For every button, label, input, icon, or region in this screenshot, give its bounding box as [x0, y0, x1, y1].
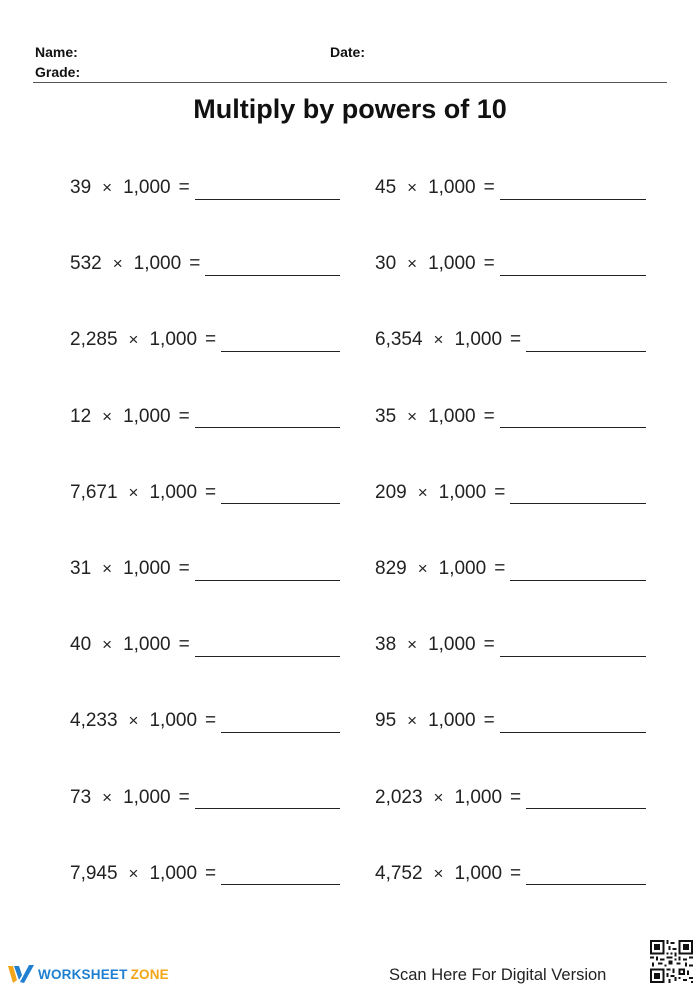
answer-blank[interactable] — [195, 656, 340, 657]
times-sign: × — [433, 787, 444, 807]
equals-sign: = — [510, 786, 522, 808]
answer-blank[interactable] — [526, 351, 646, 352]
answer-blank[interactable] — [500, 275, 646, 276]
multiplier: 1,000 — [428, 634, 476, 656]
multiplicand: 2,023 — [375, 786, 423, 808]
problem-row — [70, 302, 340, 378]
multiplier: 1,000 — [428, 177, 476, 199]
problem-row — [375, 607, 646, 683]
answer-blank[interactable] — [195, 199, 340, 200]
problem-row — [375, 302, 646, 378]
multiplicand: 829 — [375, 558, 407, 580]
problems-left-column — [70, 150, 340, 912]
multiplier: 1,000 — [149, 481, 198, 503]
multiplier: 1,000 — [438, 481, 487, 503]
times-sign: × — [407, 254, 418, 274]
problem-row — [70, 150, 340, 226]
grade-label: Grade: — [35, 64, 81, 80]
multiplicand: 532 — [70, 253, 102, 275]
multiplier: 1,000 — [123, 634, 171, 656]
times-sign: × — [417, 559, 428, 579]
multiplicand: 7,945 — [70, 862, 118, 884]
problem-row — [70, 455, 340, 531]
multiplier: 1,000 — [428, 253, 476, 275]
equals-sign: = — [483, 634, 495, 656]
multiplier: 1,000 — [454, 862, 503, 884]
multiplicand: 4,752 — [375, 862, 423, 884]
multiplicand: 209 — [375, 481, 407, 503]
times-sign: × — [128, 330, 139, 350]
problem-row — [70, 760, 340, 836]
problem-row — [70, 226, 340, 302]
problem-row — [375, 379, 646, 455]
equals-sign: = — [205, 481, 217, 503]
equals-sign: = — [510, 329, 522, 351]
equals-sign: = — [178, 558, 190, 580]
times-sign: × — [417, 482, 428, 502]
answer-blank[interactable] — [526, 884, 646, 885]
times-sign: × — [128, 863, 139, 883]
times-sign: × — [407, 635, 418, 655]
equals-sign: = — [178, 786, 190, 808]
multiplier: 1,000 — [454, 329, 503, 351]
equals-sign: = — [494, 558, 506, 580]
times-sign: × — [102, 406, 113, 426]
problem-row — [375, 531, 646, 607]
equals-sign: = — [483, 405, 495, 427]
multiplier: 1,000 — [428, 405, 476, 427]
problem-row — [375, 455, 646, 531]
multiplier: 1,000 — [428, 710, 476, 732]
times-sign: × — [433, 330, 444, 350]
times-sign: × — [102, 787, 113, 807]
problem-row — [375, 683, 646, 759]
multiplier: 1,000 — [149, 329, 198, 351]
logo-word-zone: ZONE — [130, 966, 169, 982]
equals-sign: = — [205, 710, 217, 732]
multiplier: 1,000 — [149, 710, 198, 732]
answer-blank[interactable] — [221, 884, 340, 885]
name-label: Name: — [35, 44, 78, 60]
multiplicand: 12 — [70, 405, 92, 427]
multiplicand: 38 — [375, 634, 397, 656]
answer-blank[interactable] — [195, 580, 340, 581]
equals-sign: = — [494, 481, 506, 503]
answer-blank[interactable] — [500, 199, 646, 200]
scan-caption: Scan Here For Digital Version — [389, 966, 607, 984]
multiplicand: 4,233 — [70, 710, 118, 732]
times-sign: × — [128, 482, 139, 502]
times-sign: × — [407, 178, 418, 198]
times-sign: × — [102, 178, 113, 198]
multiplier: 1,000 — [454, 786, 503, 808]
times-sign: × — [433, 863, 444, 883]
equals-sign: = — [178, 405, 190, 427]
worksheetzone-logo-icon — [7, 963, 35, 985]
answer-blank[interactable] — [510, 580, 646, 581]
multiplicand: 31 — [70, 558, 92, 580]
answer-blank[interactable] — [205, 275, 340, 276]
answer-blank[interactable] — [500, 427, 646, 428]
problem-row — [375, 150, 646, 226]
multiplicand: 40 — [70, 634, 92, 656]
times-sign: × — [112, 254, 123, 274]
multiplier: 1,000 — [438, 558, 487, 580]
problem-row — [70, 836, 340, 912]
equals-sign: = — [189, 253, 201, 275]
equals-sign: = — [483, 710, 495, 732]
problem-row — [70, 379, 340, 455]
multiplier: 1,000 — [123, 405, 171, 427]
multiplicand: 45 — [375, 177, 397, 199]
header-divider — [33, 82, 667, 83]
qr-code-icon[interactable] — [650, 940, 693, 983]
multiplier: 1,000 — [123, 786, 171, 808]
answer-blank[interactable] — [510, 503, 646, 504]
answer-blank[interactable] — [195, 427, 340, 428]
times-sign: × — [102, 559, 113, 579]
answer-blank[interactable] — [221, 732, 340, 733]
times-sign: × — [407, 711, 418, 731]
problem-row — [70, 531, 340, 607]
multiplier: 1,000 — [133, 253, 182, 275]
answer-blank[interactable] — [500, 732, 646, 733]
answer-blank[interactable] — [221, 503, 340, 504]
multiplicand: 2,285 — [70, 329, 118, 351]
times-sign: × — [102, 635, 113, 655]
worksheetzone-logo[interactable] — [7, 963, 169, 985]
multiplicand: 73 — [70, 786, 92, 808]
answer-blank[interactable] — [195, 808, 340, 809]
equals-sign: = — [178, 634, 190, 656]
answer-blank[interactable] — [221, 351, 340, 352]
equals-sign: = — [483, 253, 495, 275]
times-sign: × — [407, 406, 418, 426]
answer-blank[interactable] — [500, 656, 646, 657]
equals-sign: = — [483, 177, 495, 199]
equals-sign: = — [178, 177, 190, 199]
multiplicand: 7,671 — [70, 481, 118, 503]
answer-blank[interactable] — [526, 808, 646, 809]
problem-row — [375, 226, 646, 302]
worksheet-title: Multiply by powers of 10 — [193, 94, 507, 124]
problem-row — [375, 836, 646, 912]
multiplicand: 39 — [70, 177, 92, 199]
equals-sign: = — [510, 862, 522, 884]
multiplier: 1,000 — [123, 177, 171, 199]
logo-word-worksheet: WORKSHEET — [38, 966, 128, 982]
problem-row — [70, 607, 340, 683]
logo-text — [38, 967, 169, 982]
equals-sign: = — [205, 329, 217, 351]
multiplicand: 95 — [375, 710, 397, 732]
multiplicand: 30 — [375, 253, 397, 275]
problem-row — [70, 683, 340, 759]
times-sign: × — [128, 711, 139, 731]
problems-right-column — [375, 150, 646, 912]
multiplier: 1,000 — [149, 862, 198, 884]
multiplier: 1,000 — [123, 558, 171, 580]
date-label: Date: — [330, 44, 366, 60]
equals-sign: = — [205, 862, 217, 884]
multiplicand: 6,354 — [375, 329, 423, 351]
problem-row — [375, 760, 646, 836]
multiplicand: 35 — [375, 405, 397, 427]
